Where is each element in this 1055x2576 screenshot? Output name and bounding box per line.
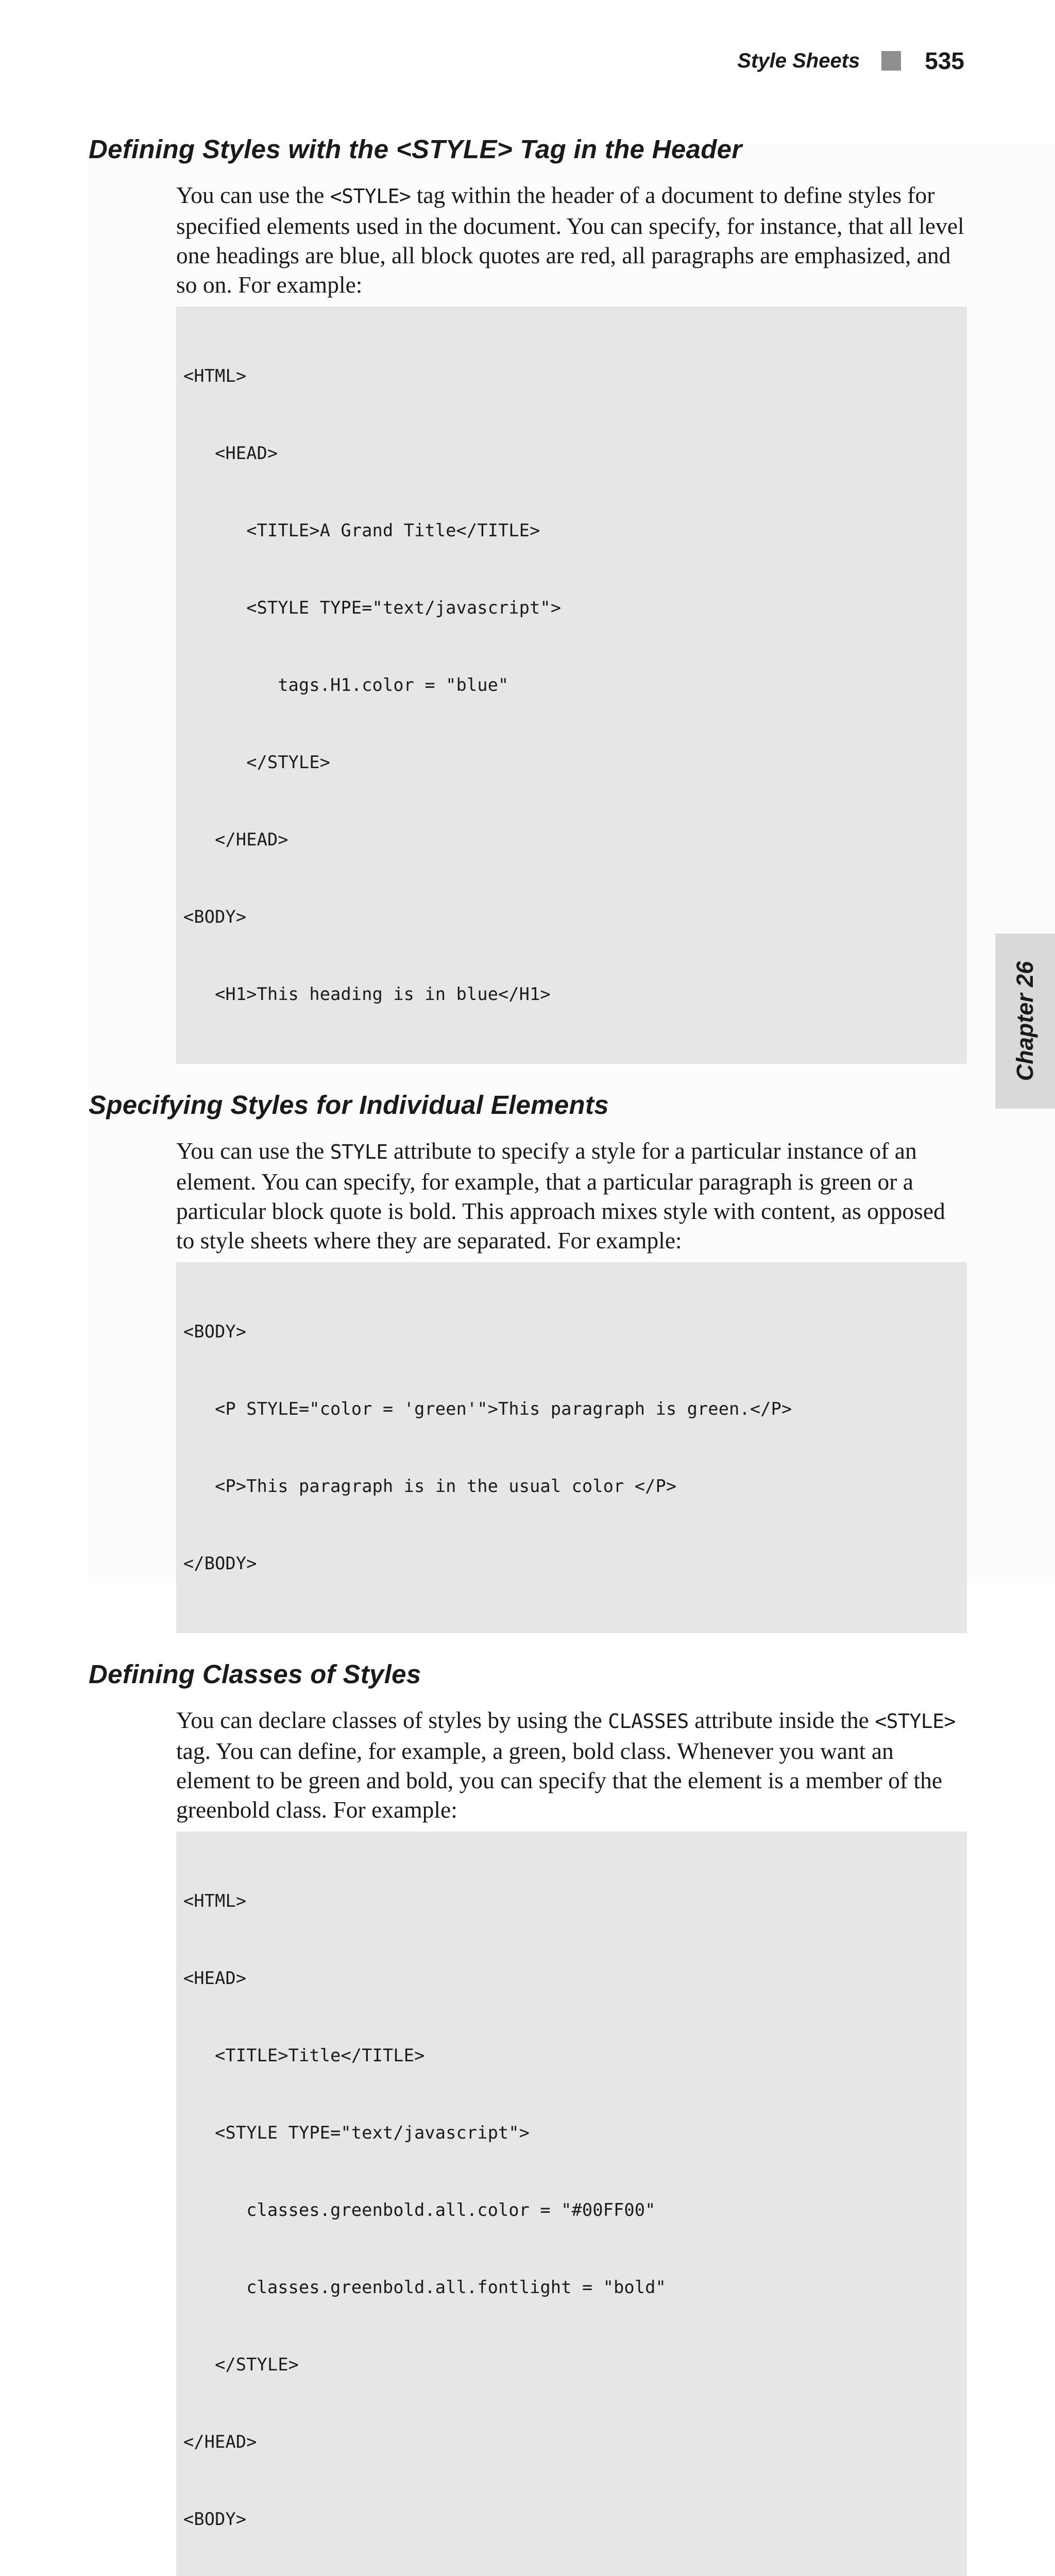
code-line: </STYLE>: [183, 2354, 299, 2375]
code-line: </BODY>: [183, 1553, 257, 1573]
section-body-style-tag: [176, 180, 967, 1064]
code-line: <BODY>: [183, 2509, 247, 2529]
code-block: [176, 307, 967, 1064]
text-run: You can use the: [176, 182, 330, 208]
running-head-square-icon: [881, 51, 901, 71]
code-line: tags.H1.color = "blue": [183, 675, 509, 695]
code-line: <H1>This heading is in blue</H1>: [183, 984, 551, 1004]
section-body-individual-elements: [176, 1136, 967, 1633]
code-line: <P>This paragraph is in the usual color </P>: [183, 1476, 677, 1496]
code-line: <STYLE TYPE="text/javascript">: [183, 598, 561, 618]
chapter-tab-label: Chapter 26: [1012, 961, 1038, 1081]
code-line: classes.greenbold.all.color = "#00FF00": [183, 2200, 656, 2220]
code-block: [176, 1832, 967, 2576]
code-line: <HEAD>: [183, 1968, 247, 1988]
inline-code: <STYLE>: [330, 185, 411, 208]
inline-code: <STYLE>: [875, 1710, 956, 1733]
code-block: [176, 1262, 967, 1633]
code-line: <TITLE>Title</TITLE>: [183, 2045, 425, 2065]
code-line: </HEAD>: [183, 829, 288, 850]
paragraph: [176, 1705, 967, 1824]
code-line: <P STYLE="color = 'green'">This paragraph is green.</P>: [183, 1399, 792, 1419]
paragraph: [176, 1136, 967, 1255]
text-run: You can declare classes of styles by using the: [176, 1707, 608, 1733]
chapter-tab: [995, 934, 1055, 1109]
page-number: 535: [925, 47, 964, 74]
code-line: <HTML>: [183, 366, 247, 386]
code-line: <HTML>: [183, 1891, 247, 1911]
inline-code: STYLE: [330, 1141, 388, 1163]
code-line: classes.greenbold.all.fontlight = "bold": [183, 2277, 666, 2297]
running-head-title: Style Sheets: [737, 49, 860, 72]
section-body-classes: [176, 1705, 967, 2576]
code-line: <BODY>: [183, 1321, 247, 1342]
code-line: </STYLE>: [183, 752, 331, 772]
section-heading-individual-elements: Specifying Styles for Individual Elements: [89, 1090, 609, 1120]
text-run: tag. You can define, for example, a green, bold class. Whenever you want an element to be green and bold, you can specify that the element is a member of the greenbold class. For example:: [176, 1738, 943, 1823]
code-line: <BODY>: [183, 907, 247, 927]
code-line: <TITLE>A Grand Title</TITLE>: [183, 520, 540, 540]
code-line: </HEAD>: [183, 2432, 257, 2452]
text-run: tag within the header of a document to define styles for specified elements used in the document. You can specify, for instance, that all level one headings are blue, all block quotes are red, all paragraphs are emphasized, and so on. For example:: [176, 182, 964, 298]
running-head: [737, 45, 964, 76]
code-line: <STYLE TYPE="text/javascript">: [183, 2123, 530, 2143]
page-content: [89, 129, 967, 2576]
section-heading-style-tag: Defining Styles with the <STYLE> Tag in the Header: [89, 134, 742, 164]
code-line: <HEAD>: [183, 443, 278, 463]
section-heading-classes: Defining Classes of Styles: [89, 1659, 421, 1689]
text-run: You can use the: [176, 1138, 330, 1164]
paragraph: [176, 180, 967, 299]
text-run: attribute to specify a style for a particular instance of an element. You can specify, for example, that a particular paragraph is green or a particular block quote is bold. This approach mixes style with content, as opposed to style sheets where they are separated. For example:: [176, 1138, 945, 1253]
inline-code: CLASSES: [608, 1710, 689, 1733]
text-run: attribute inside the: [688, 1707, 875, 1733]
